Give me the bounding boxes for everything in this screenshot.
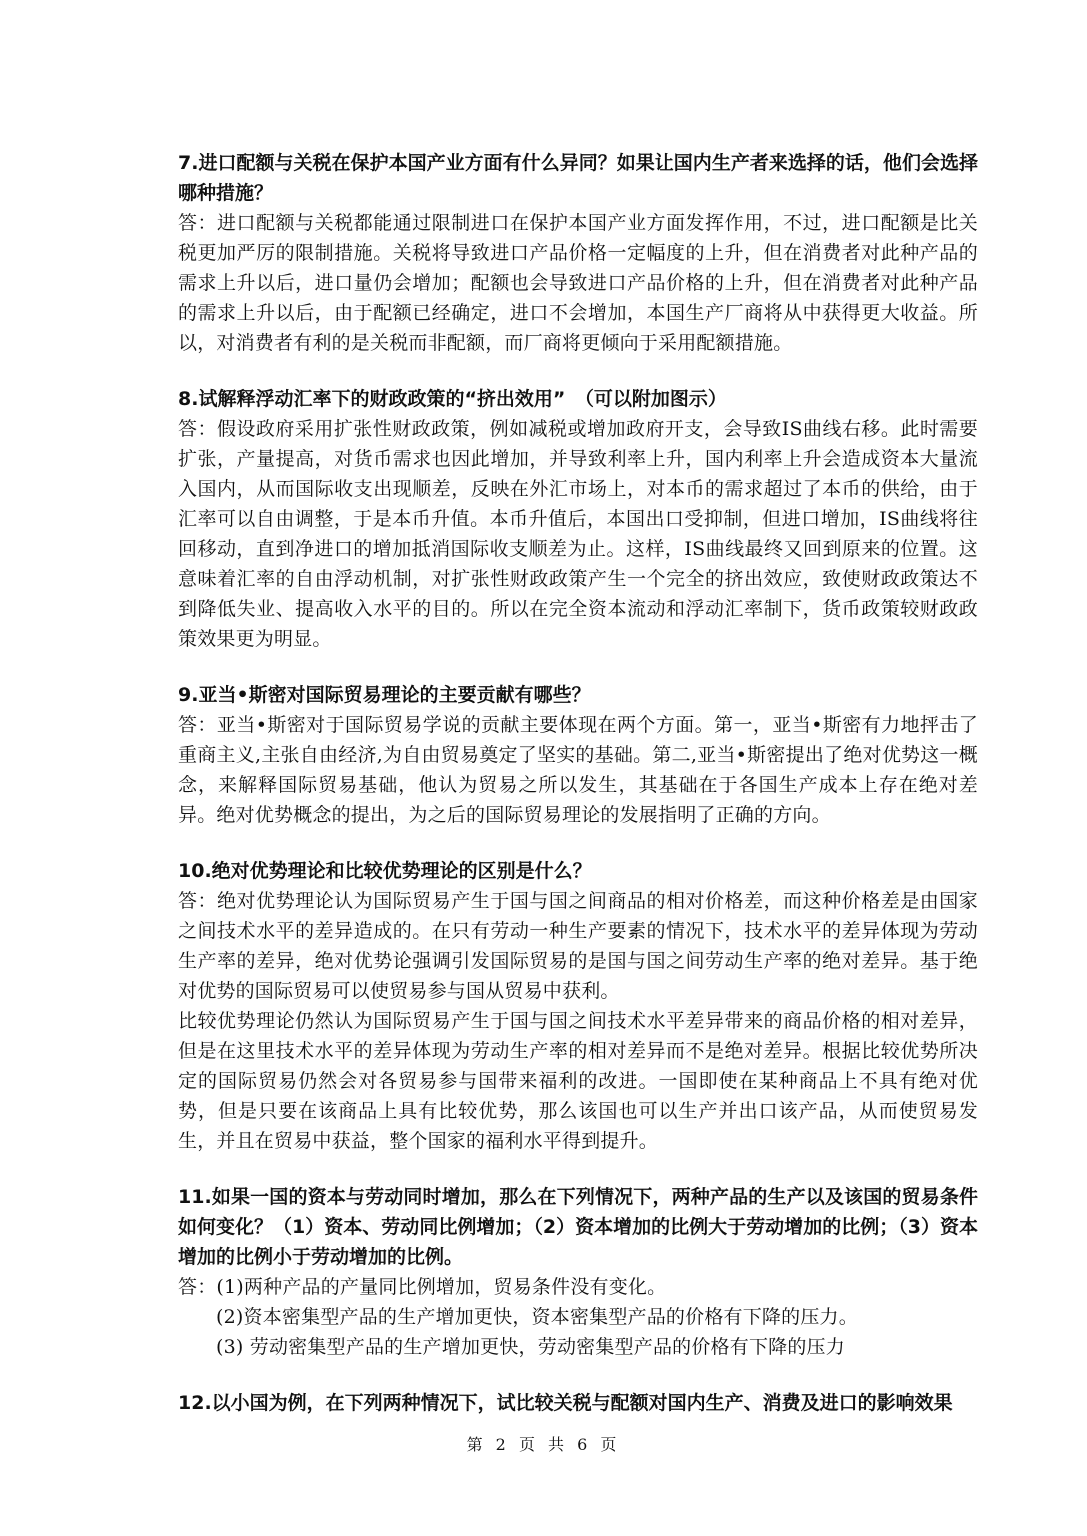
question-10-section xyxy=(178,856,978,1156)
answer-10-paragraph-2: 比较优势理论仍然认为国际贸易产生于国与国之间技术水平差异带来的商品价格的相对差异，但是在这里技术水平的差异体现为劳动生产率的相对差异而不是绝对差异。根据比较优势所决定的国际贸易仍然会对各贸易参与国带来福利的改进。一国即使在某种商品上不具有绝对优势，但是只要在该商品上具有比较优势，那么该国也可以生产并出口该产品，从而使贸易发生，并且在贸易中获益，整个国家的福利水平得到提升。 xyxy=(178,1010,978,1152)
question-11: 11.如果一国的资本与劳动同时增加，那么在下列情况下，两种产品的生产以及该国的贸易条件如何变化？（1）资本、劳动同比例增加；（2）资本增加的比例大于劳动增加的比例；（3）资本增加的比例小于劳动增加的比例。 xyxy=(178,1186,978,1268)
question-9-section xyxy=(178,680,978,830)
answer-11-item-3: (3) 劳动密集型产品的生产增加更快，劳动密集型产品的价格有下降的压力 xyxy=(216,1336,845,1358)
question-12-section xyxy=(178,1388,978,1418)
question-11-section xyxy=(178,1182,978,1362)
answer-9: 答：亚当•斯密对于国际贸易学说的贡献主要体现在两个方面。第一，亚当•斯密有力地抨击了重商主义,主张自由经济,为自由贸易奠定了坚实的基础。第二,亚当•斯密提出了绝对优势这一概念，来解释国际贸易基础，他认为贸易之所以发生，其基础在于各国生产成本上存在绝对差异。绝对优势概念的提出，为之后的国际贸易理论的发展指明了正确的方向。 xyxy=(178,714,978,826)
answer-7: 答：进口配额与关税都能通过限制进口在保护本国产业方面发挥作用，不过，进口配额是比关税更加严厉的限制措施。关税将导致进口产品价格一定幅度的上升，但在消费者对此种产品的需求上升以后，进口量仍会增加；配额也会导致进口产品价格的上升，但在消费者对此种产品的需求上升以后，由于配额已经确定，进口不会增加，本国生产厂商将从中获得更大收益。所以，对消费者有利的是关税而非配额，而厂商将更倾向于采用配额措施。 xyxy=(178,212,978,354)
question-8-section xyxy=(178,384,978,654)
question-10: 10.绝对优势理论和比较优势理论的区别是什么？ xyxy=(178,860,592,882)
question-8: 8.试解释浮动汇率下的财政政策的“挤出效用” （可以附加图示） xyxy=(178,388,727,410)
page-number-footer: 第 2 页 共 6 页 xyxy=(466,1435,621,1454)
question-9: 9.亚当•斯密对国际贸易理论的主要贡献有哪些？ xyxy=(178,684,591,706)
question-7-section xyxy=(178,148,978,358)
answer-10-paragraph-1: 答：绝对优势理论认为国际贸易产生于国与国之间商品的相对价格差，而这种价格差是由国家之间技术水平的差异造成的。在只有劳动一种生产要素的情况下，技术水平的差异体现为劳动生产率的差异，绝对优势论强调引发国际贸易的是国与国之间劳动生产率的绝对差异。基于绝对优势的国际贸易可以使贸易参与国从贸易中获利。 xyxy=(178,890,978,1002)
answer-8: 答：假设政府采用扩张性财政政策，例如减税或增加政府开支，会导致IS曲线右移。此时需要扩张，产量提高，对货币需求也因此增加，并导致利率上升，国内利率上升会造成资本大量流入国内，从而国际收支出现顺差，反映在外汇市场上，对本币的需求超过了本币的供给，由于汇率可以自由调整，于是本币升值。本币升值后，本国出口受抑制，但进口增加，IS曲线将往回移动，直到净进口的增加抵消国际收支顺差为止。这样，IS曲线最终又回到原来的位置。这意味着汇率的自由浮动机制，对扩张性财政政策产生一个完全的挤出效应，致使财政政策达不到降低失业、提高收入水平的目的。所以在完全资本流动和浮动汇率制下，货币政策较财政政策效果更为明显。 xyxy=(178,418,978,650)
answer-11-item-2: (2)资本密集型产品的生产增加更快，资本密集型产品的价格有下降的压力。 xyxy=(216,1306,858,1328)
question-12: 12.以小国为例，在下列两种情况下，试比较关税与配额对国内生产、消费及进口的影响效果 xyxy=(178,1392,953,1414)
answer-11-item-1: 答：(1)两种产品的产量同比例增加，贸易条件没有变化。 xyxy=(178,1276,667,1298)
question-7: 7.进口配额与关税在保护本国产业方面有什么异同？如果让国内生产者来选择的话，他们会选择哪种措施？ xyxy=(178,152,978,204)
document-body xyxy=(178,148,978,1444)
